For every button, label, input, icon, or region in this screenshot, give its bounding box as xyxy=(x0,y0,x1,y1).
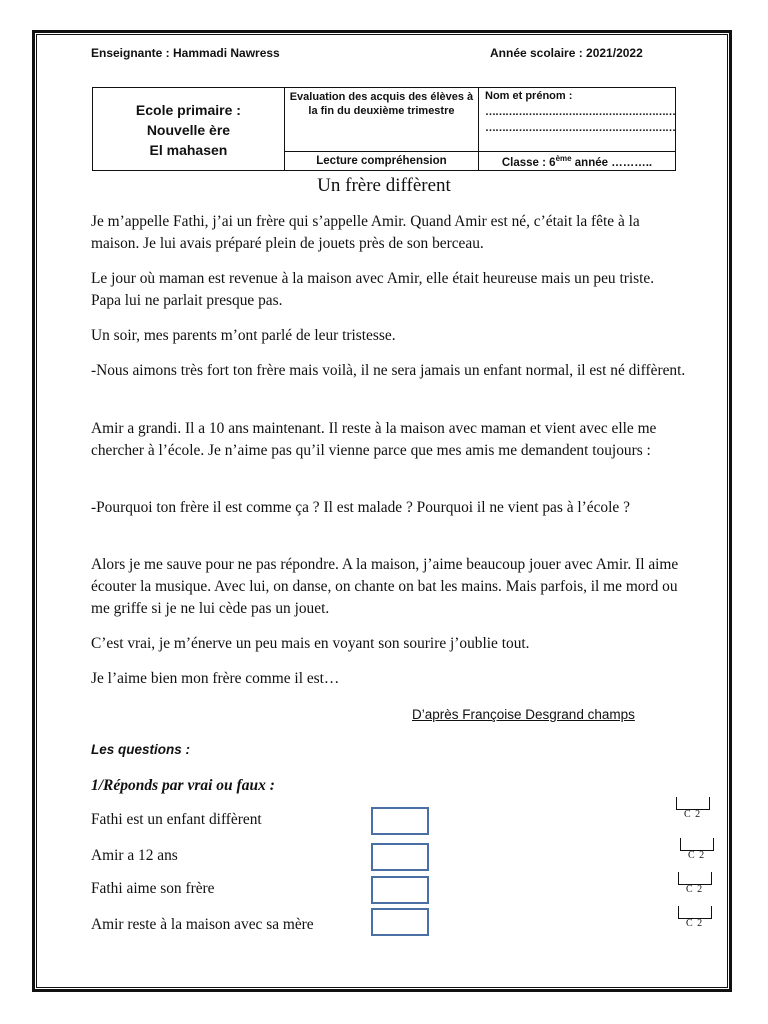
score-box-2 xyxy=(680,838,714,862)
score-box-1 xyxy=(676,797,710,821)
answer-box-4[interactable] xyxy=(371,908,429,936)
question-1-item-3: Fathi aime son frère xyxy=(91,880,215,897)
question-1-item-1: Fathi est un enfant diffèrent xyxy=(91,811,262,828)
answer-box-1[interactable] xyxy=(371,807,429,835)
question-1-item-4: Amir reste à la maison avec sa mère xyxy=(91,916,314,933)
teacher-name: Enseignante : Hammadi Nawress xyxy=(91,46,280,60)
evaluation-title: Evaluation des acquis des élèves à la fin du deuxième trimestre xyxy=(289,91,474,117)
paragraph-8: C’est vrai, je m’énerve un peu mais en voyant son sourire j’oublie tout. xyxy=(91,635,530,652)
class-sup: ème xyxy=(555,153,572,163)
answer-box-3[interactable] xyxy=(371,876,429,904)
school-line-1: Ecole primaire : xyxy=(135,102,241,118)
paragraph-5: Amir a grandi. Il a 10 ans maintenant. Il reste à la maison avec maman et vient avec elle me chercher à l’école. Je n’aime pas qu’il vienne parce que mes amis me demandent toujours : xyxy=(91,420,657,459)
class-cell[interactable] xyxy=(479,152,676,171)
score-box-3 xyxy=(678,872,712,896)
evaluation-cell xyxy=(284,88,478,152)
school-cell xyxy=(93,88,285,171)
paragraph-2: Le jour où maman est revenue à la maison avec Amir, elle était heureuse mais un peu triste. Papa lui ne parlait presque pas. xyxy=(91,270,655,309)
paragraph-4: -Nous aimons très fort ton frère mais voilà, il ne sera jamais un enfant normal, il est né diffèrent. xyxy=(91,362,686,379)
school-line-2: Nouvelle ère xyxy=(146,122,231,138)
subject-cell xyxy=(284,152,478,171)
name-cell[interactable] xyxy=(479,88,676,152)
question-1-item-2: Amir a 12 ans xyxy=(91,847,178,864)
paragraph-1: Je m’appelle Fathi, j’ai un frère qui s’appelle Amir. Quand Amir est né, c’était la fête à la maison. Je lui avais préparé plein de jouets près de son berceau. xyxy=(91,213,640,252)
score-value-4: C 2 xyxy=(686,918,704,929)
name-dots-2: ………………………………………………… xyxy=(485,122,675,134)
school-year: Année scolaire : 2021/2022 xyxy=(490,46,643,60)
class-suffix: année ……….. xyxy=(571,156,653,169)
paragraph-9: Je l’aime bien mon frère comme il est… xyxy=(91,670,340,687)
name-label: Nom et prénom : xyxy=(485,90,573,102)
class-prefix: Classe : 6 xyxy=(501,156,556,169)
score-value-2: C 2 xyxy=(688,850,706,861)
paragraph-6: -Pourquoi ton frère il est comme ça ? Il est malade ? Pourquoi il ne vient pas à l’école ? xyxy=(91,499,630,516)
school-line-3: El mahasen xyxy=(149,142,228,158)
text-title: Un frère diffèrent xyxy=(317,175,451,196)
score-value-3: C 2 xyxy=(686,884,704,895)
score-value-1: C 2 xyxy=(684,809,702,820)
info-table xyxy=(92,87,676,171)
source-credit: D’après Françoise Desgrand champs xyxy=(412,707,635,722)
paragraph-7: Alors je me sauve pour ne pas répondre. A la maison, j’aime beaucoup jouer avec Amir. Il aime écouter la musique. Avec lui, on danse, on chante on bat les mains. Mais parfois, il me mord ou me griffe si je ne lui cède pas un jouet. xyxy=(91,556,679,617)
name-dots-1: ………………………………………………… xyxy=(485,106,675,118)
questions-label: Les questions : xyxy=(91,742,191,757)
subject-label: Lecture compréhension xyxy=(316,155,447,167)
score-box-4 xyxy=(678,906,712,930)
answer-box-2[interactable] xyxy=(371,843,429,871)
paragraph-3: Un soir, mes parents m’ont parlé de leur tristesse. xyxy=(91,327,396,344)
question-1-title: 1/Réponds par vrai ou faux : xyxy=(91,777,275,794)
